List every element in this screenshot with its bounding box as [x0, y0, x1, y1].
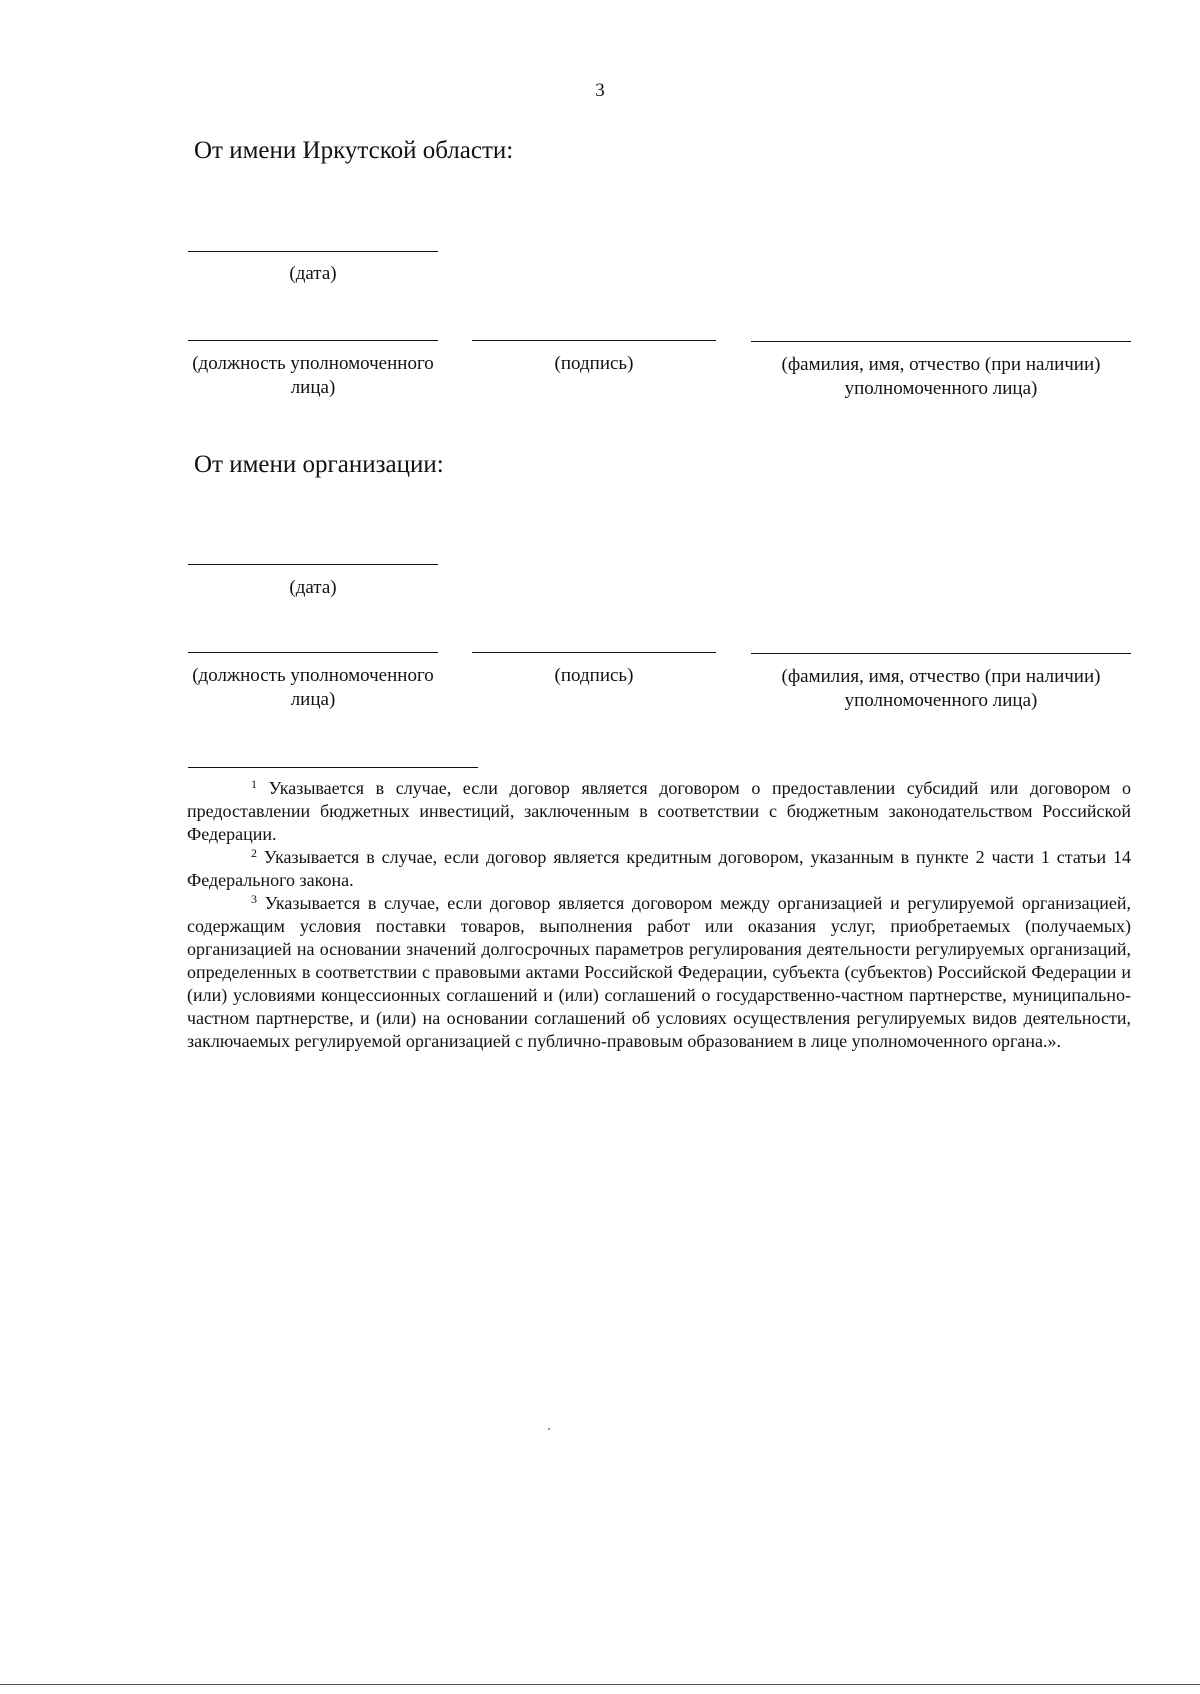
- signature-line: [472, 340, 716, 341]
- scan-speck: [548, 1428, 550, 1430]
- name-line: [751, 341, 1131, 342]
- position-caption: (должность уполномоченного лица): [192, 353, 434, 398]
- scan-edge-line: [0, 1684, 1200, 1685]
- footnote-separator: [188, 767, 478, 768]
- footnote-2: [187, 846, 1131, 892]
- date-line: [188, 564, 438, 565]
- footnotes: [187, 777, 1131, 1053]
- footnote-text: Указывается в случае, если договор является договором о предоставлении субсидий или договором о предоставлении бюджетных инвестиций, заключенным в соответствии с бюджетным законодательством Российской Федерации.: [187, 778, 1131, 844]
- page-number: 3: [595, 80, 605, 101]
- name-caption: (фамилия, имя, отчество (при наличии) уполномоченного лица): [781, 666, 1101, 711]
- position-line: [188, 652, 438, 653]
- section-heading-irkutsk: От имени Иркутской области:: [194, 137, 514, 164]
- footnote-text: Указывается в случае, если договор является кредитным договором, указанным в пункте 2 части 1 статьи 14 Федерального закона.: [187, 847, 1131, 890]
- name-line: [751, 653, 1131, 654]
- name-caption: (фамилия, имя, отчество (при наличии) уполномоченного лица): [781, 354, 1101, 399]
- signature-caption: (подпись): [554, 353, 634, 374]
- footnote-mark: 2: [251, 846, 257, 860]
- footnote-text: Указывается в случае, если договор является договором между организацией и регулируемой организацией, содержащим условия поставки товаров, выполнения работ или оказания услуг, приобретаемых (получаемых) организацией на основании значений долгосрочных параметров регулирования деятельности регулируемых организаций, определенных в соответствии с правовыми актами Российской Федерации, субъекта (субъектов) Российской Федерации и (или) условиями концессионных соглашений и (или) соглашений о государственно-частном партнерстве, муниципально-частном партнерстве, и (или) на основании соглашений об условиях осуществления регулируемых видов деятельности, заключаемых регулируемой организацией с публично-правовым образованием в лице уполномоченного органа.».: [187, 893, 1131, 1051]
- date-line: [188, 251, 438, 252]
- footnote-mark: 1: [251, 777, 257, 791]
- position-caption: (должность уполномоченного лица): [192, 665, 434, 710]
- signature-line: [472, 652, 716, 653]
- date-caption: (дата): [289, 263, 337, 284]
- footnote-mark: 3: [251, 892, 257, 906]
- position-line: [188, 340, 438, 341]
- footnote-1: [187, 777, 1131, 846]
- date-caption: (дата): [289, 577, 337, 598]
- signature-caption: (подпись): [554, 665, 634, 686]
- section-heading-organization: От имени организации:: [194, 451, 444, 478]
- footnote-3: [187, 892, 1131, 1053]
